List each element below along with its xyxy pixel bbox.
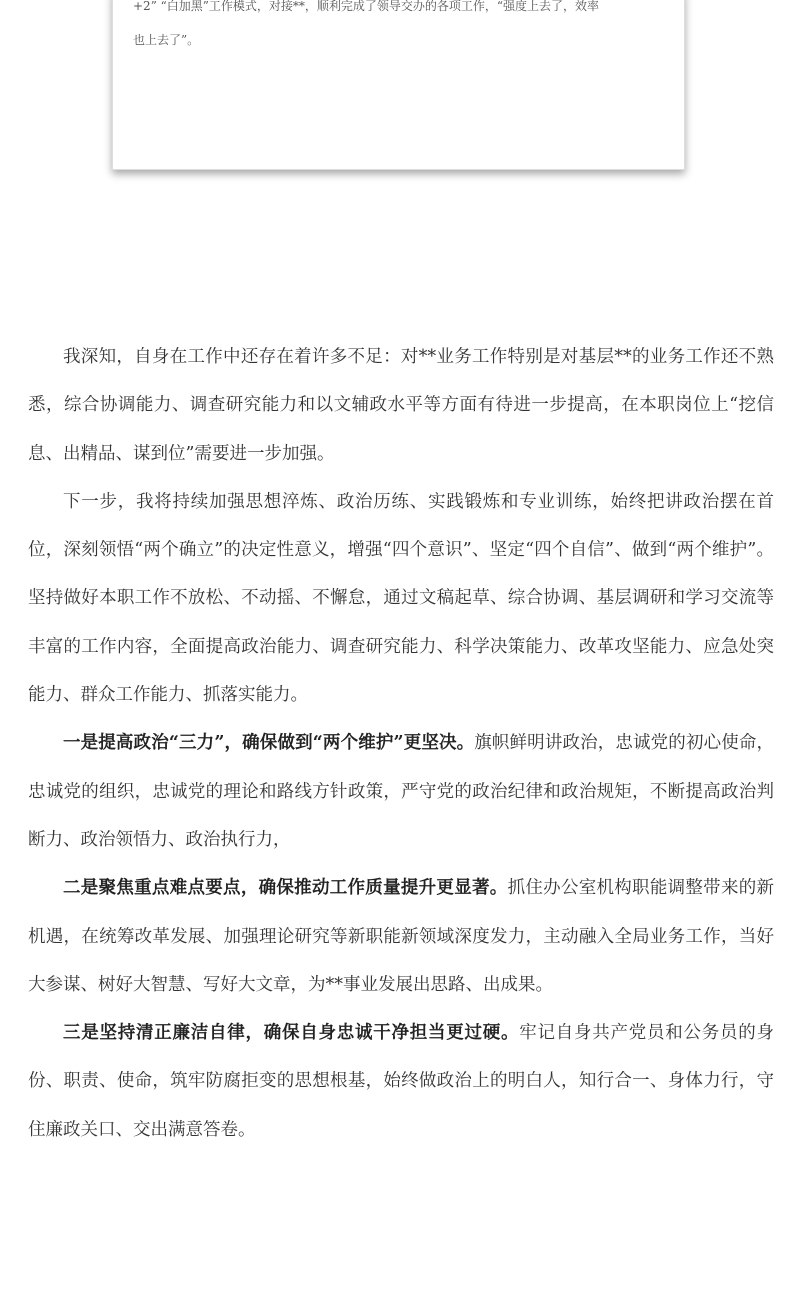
paragraph bbox=[28, 719, 774, 864]
paragraph-text: 旗帜鲜明讲政治，忠诚党的初心使命，忠诚党的组织，忠诚党的理论和路线方针政策，严守党的政治纪律和政治规矩，不断提高政治判断力、政治领悟力、政治执行力， bbox=[28, 733, 775, 850]
paragraph bbox=[28, 864, 774, 1009]
paragraph-lead: 一是提高政治“三力”，确保做到“两个维护”更坚决。 bbox=[63, 733, 475, 754]
paragraph-lead: 三是坚持清正廉洁自律，确保自身忠诚干净担当更过硬。 bbox=[63, 1023, 520, 1044]
document-preview-page bbox=[112, 0, 685, 170]
preview-line: 也上去了”。 bbox=[133, 33, 200, 47]
paragraph bbox=[28, 333, 774, 478]
paragraph-text: 下一步，我将持续加强思想淬炼、政治历练、实践锻炼和专业训练，始终把讲政治摆在首位，深刻领悟“两个确立”的决定性意义，增强“四个意识”、坚定“四个自信”、做到“两个维护”。坚持做好本职工作不放松、不动摇、不懈怠，通过文稿起草、综合协调、基层调研和学习交流等丰富的工作内容，全面提高政治能力、调查研究能力、科学决策能力、改革攻坚能力、应急处突能力、群众工作能力、抓落实能力。 bbox=[28, 491, 774, 706]
paragraph-lead: 二是聚焦重点难点要点，确保推动工作质量提升更显著。 bbox=[63, 878, 508, 899]
paragraph-text: 牢记自身共产党员和公务员的身份、职责、使命，筑牢防腐拒变的思想根基，始终做政治上的明白人，知行合一、身体力行，守住廉政关口、交出满意答卷。 bbox=[28, 1023, 774, 1140]
paragraph bbox=[28, 1009, 774, 1154]
paragraph bbox=[28, 478, 774, 719]
preview-line: +2” “白加黑”工作模式，对接**，顺利完成了领导交办的各项工作，“强度上去了，效率 bbox=[133, 0, 600, 13]
paragraph-text: 我深知，自身在工作中还存在着许多不足：对**业务工作特别是对基层**的业务工作还不熟悉，综合协调能力、调查研究能力和以文辅政水平等方面有待进一步提高，在本职岗位上“挖信息、出精品、谋到位”需要进一步加强。 bbox=[28, 347, 774, 464]
document-body bbox=[28, 333, 774, 1154]
paragraph-text: 抓住办公室机构职能调整带来的新机遇，在统筹改革发展、加强理论研究等新职能新领域深度发力，主动融入全局业务工作，当好大参谋、树好大智慧、写好大文章，为**事业发展出思路、出成果。 bbox=[28, 878, 775, 995]
